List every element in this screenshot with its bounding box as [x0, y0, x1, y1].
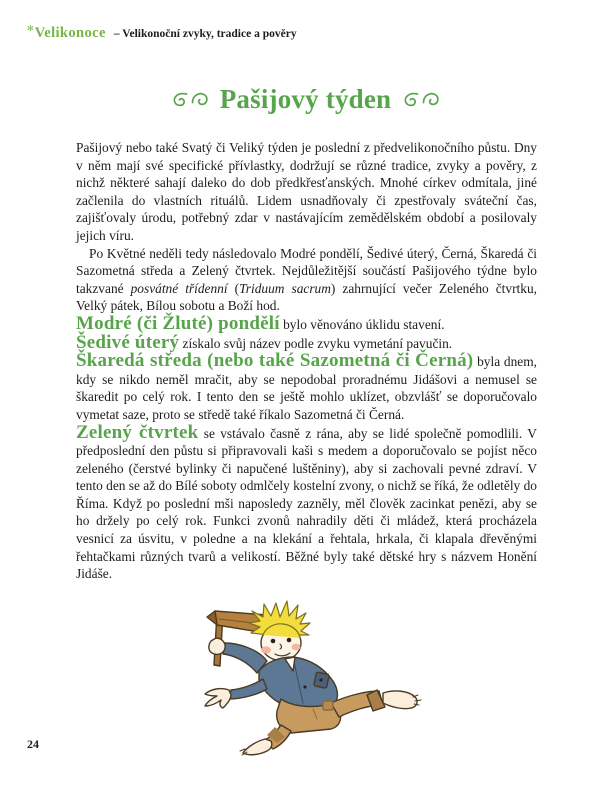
section-ugly-wednesday: [76, 352, 537, 423]
swirl-ornament-left-icon: [172, 91, 208, 108]
intro-paragraph-2: [76, 245, 537, 315]
section-green-thursday: [76, 421, 537, 583]
series-subtitle: – Velikonoční zvyky, tradice a pověry: [113, 28, 297, 40]
paragraph-text: Po Květné neděli tedy následovalo Modré pondělí, Šedivé úterý, Černá, Škaredá či Sazometná středa a Zelený čtvrtek. Nejdůležitější součástí Pašijového týdne bylo takzvané: [76, 245, 537, 296]
section-heading: Zelený čtvrtek: [76, 421, 199, 443]
paragraph-text: (: [227, 280, 240, 296]
running-boy-illustration: [163, 591, 443, 766]
page-number: 24: [27, 737, 39, 751]
section-text: bylo věnováno úklidu stavení.: [279, 316, 445, 332]
star-icon: ✻: [27, 24, 34, 33]
swirl-ornament-right-icon: [403, 91, 439, 108]
italic-term: posvátné třídenní: [130, 280, 228, 296]
running-head: [27, 24, 297, 42]
paragraph-text: ) zahrnující večer Zeleného čtvrtku, Velký pátek, Bílou sobotu a Boží hod.: [76, 280, 537, 314]
section-text: byla dnem, kdy se nikdo neměl mračit, aby se nepodobal proradnému Jidášovi a nemusel se škaredit po celý rok. I tento den se ještě mohlo uklízet, obzvlášť se doporučovalo vymetat saze, proto se středě také říkalo Sazometná či Černá.: [76, 354, 537, 422]
section-text: se vstávalo časně z rána, aby se lidé společně pomodlili. V předposlední den půstu si připravovali kaši s medem a doporučovalo se pojíst něco zeleného (čerstvé bylinky či napučené luštěniny), aby si zachovali pevné zdraví. V tento den se až do Bílé soboty odmlčely kostelní zvony, o nichž se říká, že odletěly do Říma. Když po poslední mši naposledy zazněly, měl člověk zacinkat penězi, aby se ho držely po celý rok. Funkci zvonů nahradily děti či mládež, která procházela vesnicí za úsvitu, v poledne a na klekání a řehtala, hrkala, či klapala dřevěnými řehtačkami různých tvarů a velikostí. Běžné byly také dětské hry s názvem Honění Jidáše.: [76, 425, 537, 582]
series-title: Velikonoce: [34, 25, 106, 41]
chapter-title-row: [0, 84, 611, 115]
intro-paragraph-1: Pašijový nebo také Svatý či Veliký týden je poslední z předvelikonočního půstu. Dny v něm mají své specifické přívlastky, dodržují se různé tradice, zvyky a pověry, z nichž některé sahají daleko do dob předkřesťanských. Mnohé církev odmítala, jiné začlenila do vlastních rituálů. Lidem usnadňovaly či zpestřovaly sváteční čas, zajišťovaly úrodu, potřebný zdar v nastávajícím zemědělském období a posilovaly jejich víru.: [76, 140, 537, 243]
section-text: získalo svůj název podle zvyku vymetání pavučin.: [179, 335, 453, 351]
section-heading: Modré (či Žluté) pondělí: [76, 312, 280, 334]
page-title: Pašijový týden: [219, 84, 392, 114]
section-heading: Šedivé úterý: [76, 331, 180, 353]
italic-term-latin: Triduum sacrum: [239, 280, 331, 296]
section-heading: Škaredá středa (nebo také Sazometná či Černá): [76, 350, 474, 372]
body-text: [76, 139, 537, 583]
